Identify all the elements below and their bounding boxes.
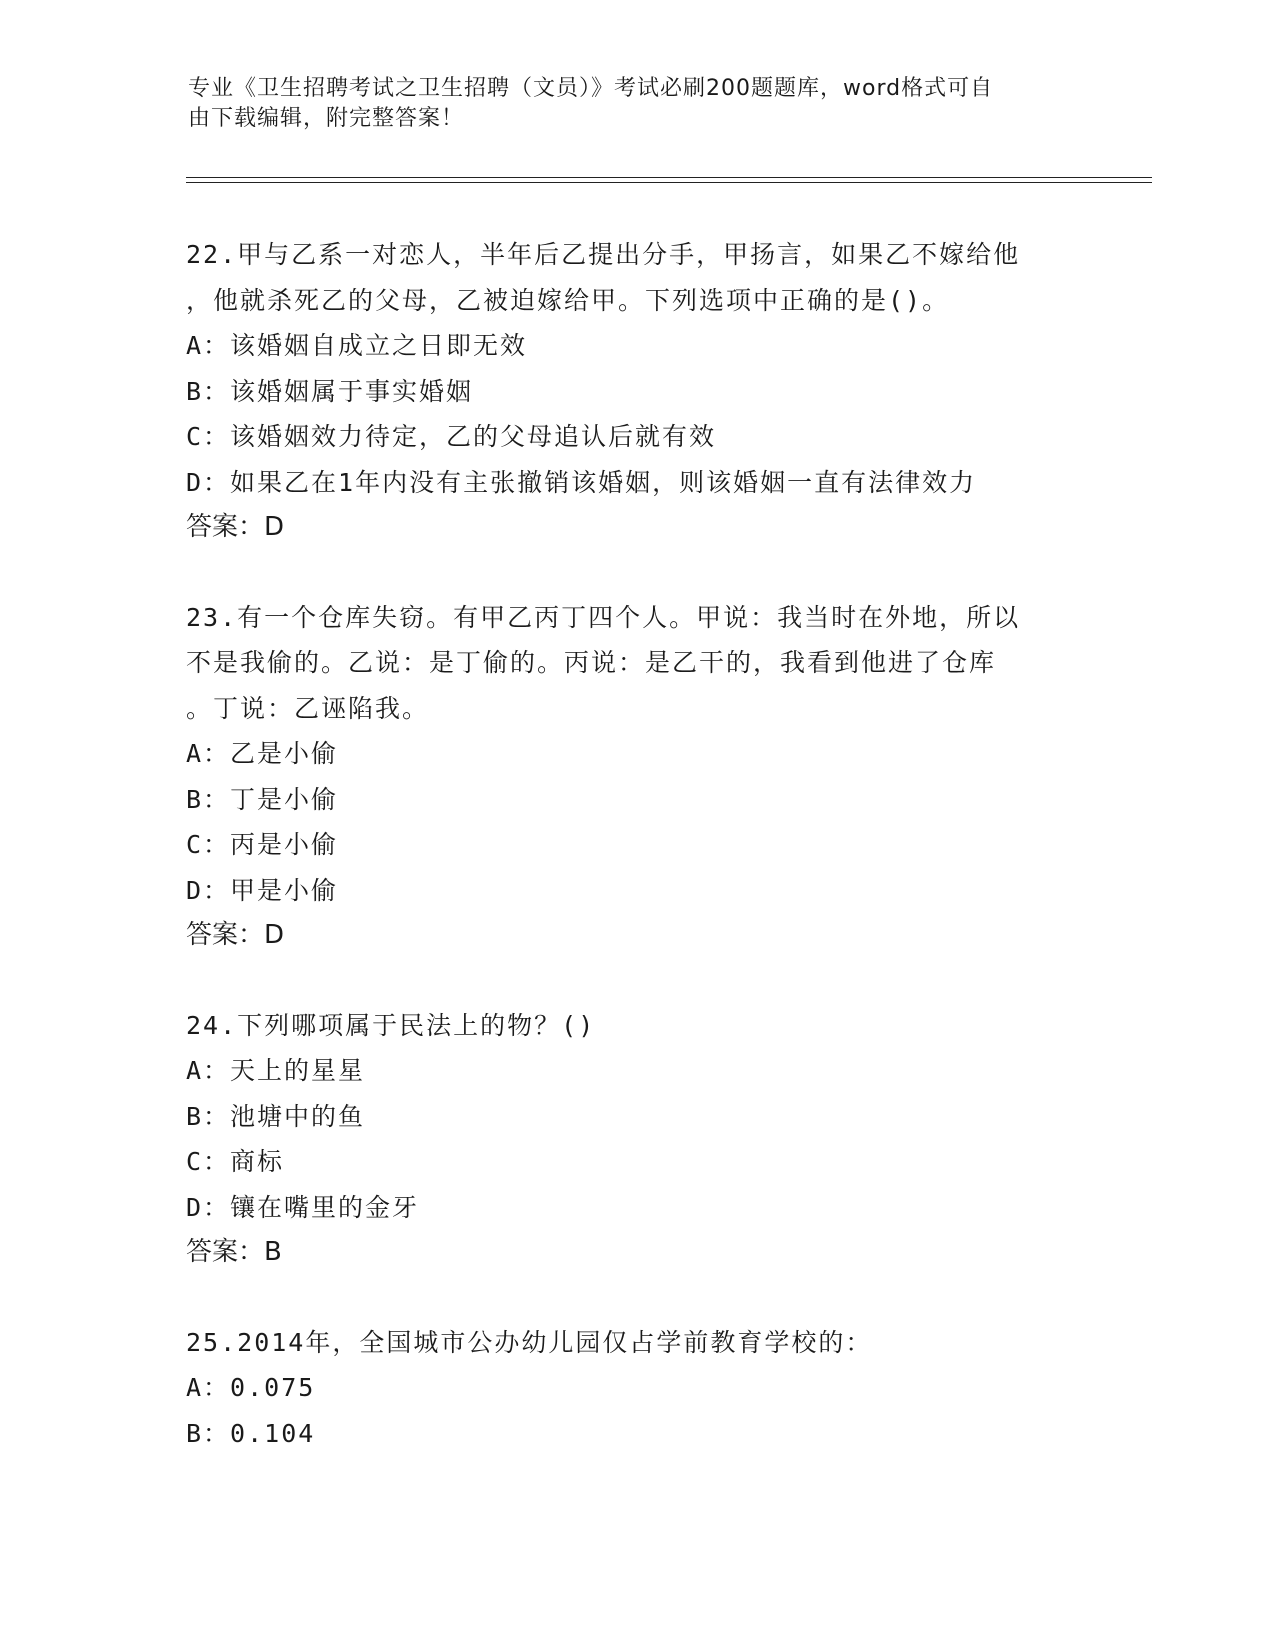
option-a: A：0.075 [186, 1373, 316, 1402]
document-header [188, 74, 1068, 134]
question-stem-line: 不是我偷的。乙说：是丁偷的。丙说：是乙干的，我看到他进了仓库 [186, 648, 997, 677]
question-24 [186, 1003, 1086, 1276]
question-25 [186, 1320, 1086, 1457]
header-line-2: 由下载编辑，附完整答案！ [188, 106, 465, 131]
option-c: C：丙是小偷 [186, 830, 339, 859]
question-22 [186, 232, 1086, 551]
question-stem-line: 24.下列哪项属于民法上的物？() [186, 1010, 596, 1040]
header-divider-top [186, 177, 1152, 178]
answer-text: 答案：B [186, 1237, 282, 1267]
option-d: D：甲是小偷 [186, 875, 339, 905]
option-a: A：乙是小偷 [186, 739, 339, 768]
option-c: C：该婚姻效力待定，乙的父母追认后就有效 [186, 422, 717, 451]
option-b: B：池塘中的鱼 [186, 1101, 366, 1131]
option-a: A：天上的星星 [186, 1056, 366, 1085]
question-stem-line: 25.2014年，全国城市公办幼儿园仅占学前教育学校的： [186, 1327, 873, 1357]
option-b: B：该婚姻属于事实婚姻 [186, 376, 474, 406]
question-list [186, 232, 1086, 1500]
option-c: C：商标 [186, 1147, 285, 1176]
option-d: D：如果乙在1年内没有主张撤销该婚姻，则该婚姻一直有法律效力 [186, 467, 977, 497]
option-b: B：0.104 [186, 1418, 316, 1448]
question-stem-line: ，他就杀死乙的父母，乙被迫嫁给甲。下列选项中正确的是()。 [186, 285, 950, 315]
answer-text: 答案：D [186, 920, 285, 950]
header-line-1: 专业《卫生招聘考试之卫生招聘（文员）》考试必刷200题题库，word格式可自 [188, 76, 994, 101]
option-a: A：该婚姻自成立之日即无效 [186, 331, 528, 360]
option-d: D：镶在嘴里的金牙 [186, 1192, 420, 1222]
option-b: B：丁是小偷 [186, 784, 339, 814]
question-stem-line: 。丁说：乙诬陷我。 [186, 693, 430, 723]
question-stem-line: 22.甲与乙系一对恋人，半年后乙提出分手，甲扬言，如果乙不嫁给他 [186, 240, 1021, 269]
header-divider-bottom [186, 182, 1152, 183]
question-23 [186, 595, 1086, 959]
question-stem-line: 23.有一个仓库失窃。有甲乙丙丁四个人。甲说：我当时在外地，所以 [186, 602, 1021, 632]
answer-text: 答案：D [186, 512, 285, 542]
